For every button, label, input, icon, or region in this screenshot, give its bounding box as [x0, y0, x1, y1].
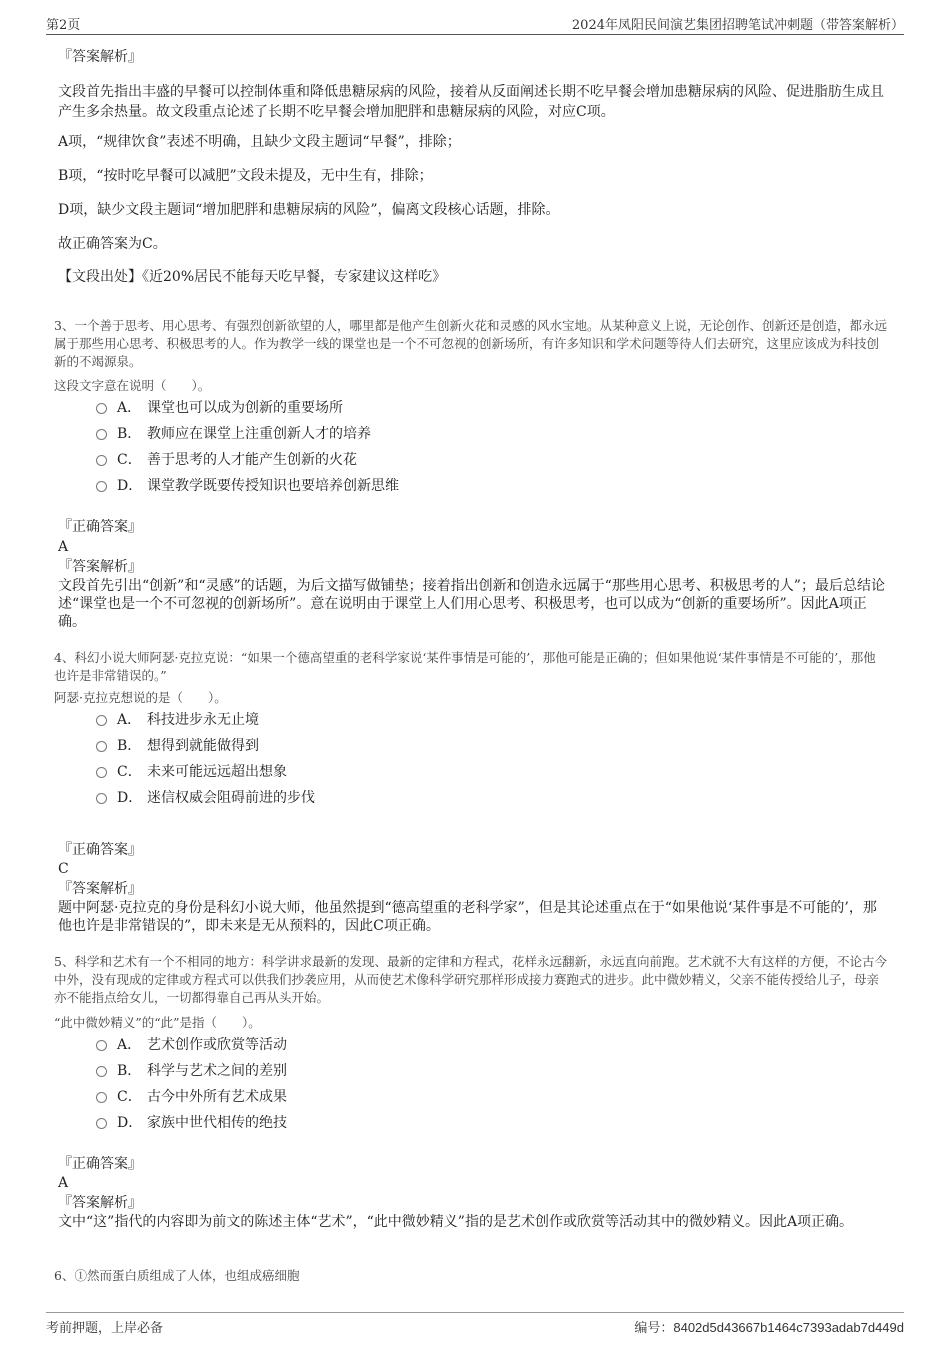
radio-icon[interactable]: [96, 1040, 107, 1051]
radio-icon[interactable]: [96, 1066, 107, 1077]
page-header: [46, 14, 904, 35]
q3-stem: 3、一个善于思考、用心思考、有强烈创新欲望的人，哪里都是他产生创新火花和灵感的风水宝地。从某种意义上说，无论创作、创新还是创造，都永远属于那些用心思考、积极思考的人。作为教学一线的课堂也是一个不可忽视的创新场所，有许多知识和学术问题等待人们去研究，这里应该成为科技创新的不竭源泉。: [54, 318, 887, 369]
q6-stem: 6、①然而蛋白质组成了人体，也组成癌细胞: [54, 1268, 300, 1283]
radio-icon[interactable]: [96, 767, 107, 778]
q5-option-a[interactable]: A． 艺术创作或欣赏等活动: [96, 1036, 287, 1054]
q2-conclusion: 故正确答案为C。: [58, 236, 167, 252]
radio-icon[interactable]: [96, 741, 107, 752]
q2-option-a-note: A项，“规律饮食”表述不明确，且缺少文段主题词“早餐”，排除；: [58, 134, 461, 150]
q4-answer-heading: 『正确答案』: [58, 842, 142, 858]
q3-analysis: 文段首先引出“创新”和“灵感”的话题，为后文描写做铺垫；接着指出创新和创造永远属于“那些用心思考、积极思考的人”；最后总结论述“课堂也是一个不可忽视的创新场所”。意在说明由于课堂上人们用心思考、积极思考，也可以成为“创新的重要场所”。因此A项正确。: [58, 578, 885, 630]
q3-answer-heading: 『正确答案』: [58, 519, 142, 535]
radio-icon[interactable]: [96, 1092, 107, 1103]
q4-answer: C: [58, 861, 69, 877]
radio-icon[interactable]: [96, 715, 107, 726]
q4-option-c[interactable]: C． 未来可能远远超出想象: [96, 763, 287, 781]
q5-stem: 5、科学和艺术有一个不相同的地方：科学讲求最新的发现、最新的定律和方程式，花样永远翻新，永远直向前跑。艺术就不大有这样的方便，不论古今中外，没有现成的定律或方程式可以供我们抄袭应用，从而使艺术像科学研究那样形成接力赛跑式的进步。此中微妙精义，父亲不能传授给儿子，母亲亦不能指点给女儿，一切都得靠自己再从头开始。: [54, 954, 887, 1005]
radio-icon[interactable]: [96, 481, 107, 492]
q3-prompt: 这段文字意在说明（ ）。: [54, 378, 211, 393]
q4-option-b[interactable]: B． 想得到就能做得到: [96, 737, 259, 755]
q3-option-d[interactable]: D． 课堂教学既要传授知识也要培养创新思维: [96, 477, 399, 495]
q5-prompt: “此中微妙精义”的“此”是指（ ）。: [54, 1015, 261, 1030]
q4-option-d[interactable]: D． 迷信权威会阻碍前进的步伐: [96, 789, 315, 807]
page-number: 第2页: [46, 18, 81, 33]
document-code: [634, 1317, 904, 1336]
q4-analysis-heading: 『答案解析』: [58, 881, 142, 897]
q3-analysis-heading: 『答案解析』: [58, 559, 142, 575]
q2-source: 【文段出处】《近20%居民不能每天吃早餐，专家建议这样吃》: [58, 269, 447, 285]
page-footer: [46, 1312, 904, 1337]
q2-option-d-note: D项，缺少文段主题词“增加肥胖和患糖尿病的风险”，偏离文段核心话题，排除。: [58, 202, 560, 218]
q2-analysis-text: 文段首先指出丰盛的早餐可以控制体重和降低患糖尿病的风险，接着从反面阐述长期不吃早餐会增加患糖尿病的风险、促进脂肪生成且产生多余热量。故文段重点论述了长期不吃早餐会增加肥胖和患糖尿病的风险，对应C项。: [58, 84, 884, 120]
q3-answer: A: [58, 539, 69, 555]
q3-option-a[interactable]: A． 课堂也可以成为创新的重要场所: [96, 399, 343, 417]
q5-answer-heading: 『正确答案』: [58, 1156, 142, 1172]
radio-icon[interactable]: [96, 455, 107, 466]
code-label: 编号：: [634, 1321, 674, 1336]
q3-option-c[interactable]: C． 善于思考的人才能产生创新的火花: [96, 451, 357, 469]
q2-option-b-note: B项，“按时吃早餐可以减肥”文段未提及，无中生有，排除；: [58, 168, 433, 184]
radio-icon[interactable]: [96, 403, 107, 414]
q5-analysis: 文中“这”指代的内容即为前文的陈述主体“艺术”，“此中微妙精义”指的是艺术创作或欣赏等活动其中的微妙精义。因此A项正确。: [58, 1214, 854, 1230]
q3-option-b[interactable]: B． 教师应在课堂上注重创新人才的培养: [96, 425, 371, 443]
code-value: 8402d5d43667b1464c7393adab7d449d: [673, 1320, 904, 1335]
q5-option-c[interactable]: C． 古今中外所有艺术成果: [96, 1088, 287, 1106]
radio-icon[interactable]: [96, 793, 107, 804]
q5-answer: A: [58, 1175, 69, 1191]
q2-analysis-heading: 『答案解析』: [58, 49, 142, 65]
q4-analysis: 题中阿瑟·克拉克的身份是科幻小说大师，他虽然提到“德高望重的老科学家”，但是其论述重点在于“如果他说‘某件事是不可能的’，那他也许是非常错误的”，即未来是无从预料的，因此C项正确。: [58, 900, 877, 934]
radio-icon[interactable]: [96, 1118, 107, 1129]
q4-prompt: 阿瑟·克拉克想说的是（ ）。: [54, 690, 227, 705]
q4-option-a[interactable]: A． 科技进步永无止境: [96, 711, 259, 729]
q4-stem: 4、科幻小说大师阿瑟·克拉克说：“如果一个德高望重的老科学家说‘某件事情是可能的’，那他可能是正确的；但如果他说‘某件事情是不可能的’，那他也许是非常错误的。”: [54, 650, 876, 683]
footer-slogan: 考前押题，上岸必备: [46, 1321, 164, 1336]
q5-analysis-heading: 『答案解析』: [58, 1195, 142, 1211]
q5-option-b[interactable]: B． 科学与艺术之间的差别: [96, 1062, 287, 1080]
document-title: 2024年凤阳民间演艺集团招聘笔试冲刺题（带答案解析）: [571, 18, 904, 33]
radio-icon[interactable]: [96, 429, 107, 440]
q5-option-d[interactable]: D． 家族中世代相传的绝技: [96, 1114, 287, 1132]
